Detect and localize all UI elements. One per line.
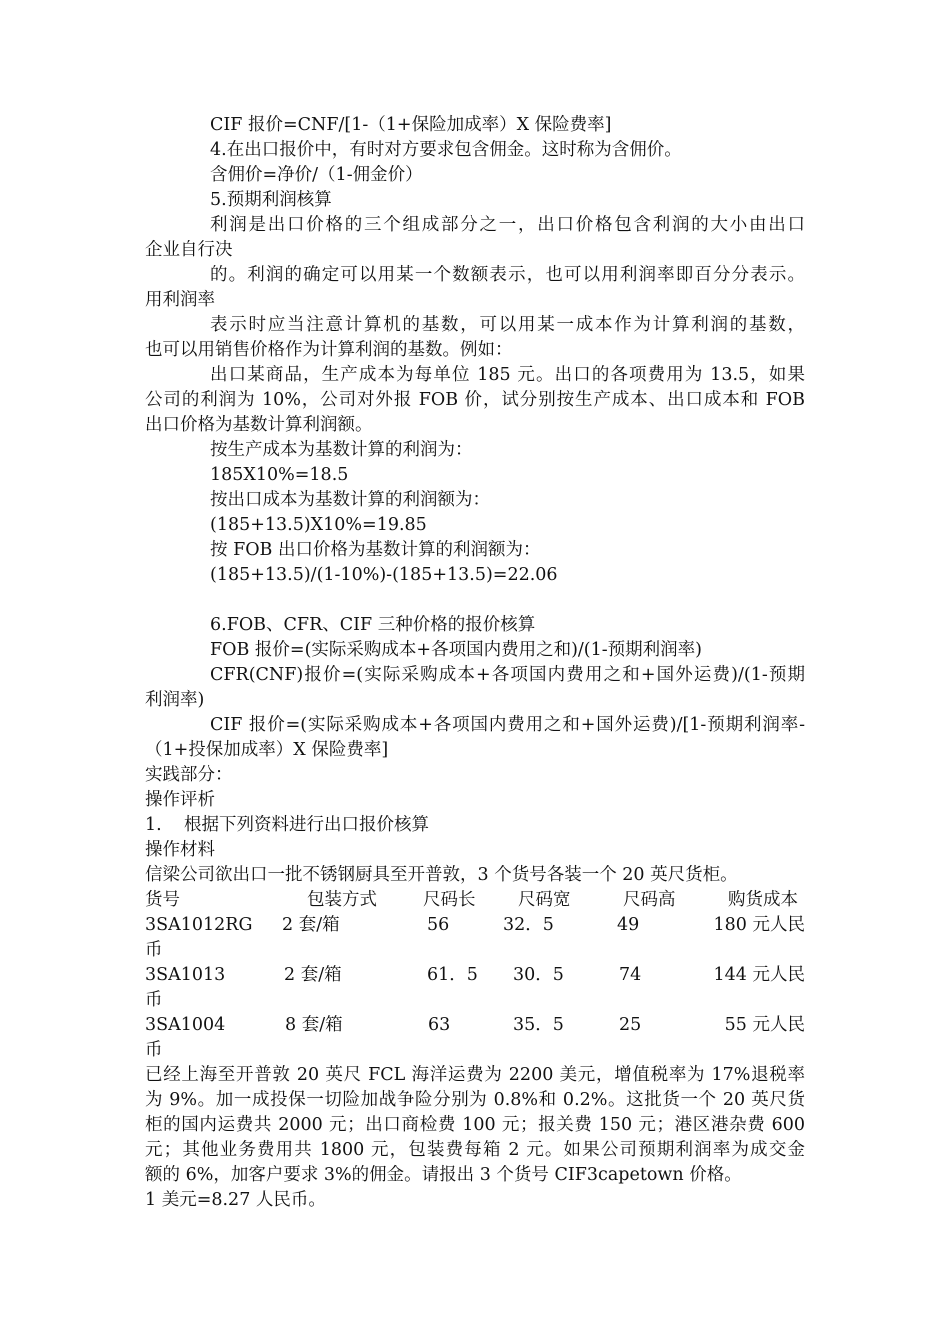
row-length: 61．5 bbox=[427, 965, 478, 985]
row-length: 63 bbox=[428, 1015, 451, 1035]
row-height: 74 bbox=[619, 965, 642, 985]
materials-intro: 信梁公司欲出口一批不锈钢厨具至开普敦，3 个货号各装一个 20 英尺货柜。 bbox=[145, 865, 738, 885]
profit-paragraph-3-line-1: 表示时应当注意计算机的基数，可以用某一成本作为计算利润的基数， bbox=[210, 315, 805, 335]
task-heading: 1. 根据下列资料进行出口报价核算 bbox=[145, 815, 429, 835]
table-header-width: 尺码宽 bbox=[518, 890, 571, 910]
profit-paragraph-3-line-2: 也可以用销售价格作为计算利润的基数。例如： bbox=[145, 340, 513, 360]
row-width: 35．5 bbox=[513, 1015, 564, 1035]
commission-formula: 含佣价=净价/（1-佣金价） bbox=[210, 165, 423, 185]
row-cost: 144 元人民 bbox=[713, 965, 805, 985]
section6-title: 6.FOB、CFR、CIF 三种价格的报价核算 bbox=[210, 615, 536, 635]
calc3-label: 按 FOB 出口价格为基数计算的利润额为： bbox=[210, 540, 541, 560]
table-header-cost: 购货成本 bbox=[728, 890, 798, 910]
item4-title: 4.在出口报价中，有时对方要求包含佣金。这时称为含佣价。 bbox=[210, 140, 682, 160]
closing-line-4: 元；其他业务费用共 1800 元，包装费每箱 2 元。如果公司预期利润率为成交金 bbox=[145, 1140, 805, 1160]
closing-line-6: 1 美元=8.27 人民币。 bbox=[145, 1190, 326, 1210]
row-length: 56 bbox=[427, 915, 450, 935]
calc1-label: 按生产成本为基数计算的利润为： bbox=[210, 440, 473, 460]
example-line-1: 出口某商品，生产成本为每单位 185 元。出口的各项费用为 13.5，如果 bbox=[210, 365, 805, 385]
row-cost: 180 元人民 bbox=[713, 915, 805, 935]
cfr-formula-line-2: 利润率) bbox=[145, 690, 205, 710]
table-header-code: 货号 bbox=[145, 890, 180, 910]
materials-heading: 操作材料 bbox=[145, 840, 215, 860]
profit-paragraph-1-line-2: 企业自行决 bbox=[145, 240, 233, 260]
profit-paragraph-2-line-1: 的。利润的确定可以用某一个数额表示，也可以用利润率即百分分表示。 bbox=[210, 265, 805, 285]
row-cost-wrap: 币 bbox=[145, 1040, 163, 1060]
analysis-heading: 操作评析 bbox=[145, 790, 215, 810]
row-cost: 55 元人民 bbox=[724, 1015, 805, 1035]
fob-formula: FOB 报价=(实际采购成本+各项国内费用之和)/(1-预期利润率) bbox=[210, 640, 702, 660]
calc2-label: 按出口成本为基数计算的利润额为： bbox=[210, 490, 490, 510]
row-code: 3SA1004 bbox=[145, 1015, 226, 1035]
row-width: 32．5 bbox=[503, 915, 554, 935]
item5-title: 5.预期利润核算 bbox=[210, 190, 332, 210]
closing-line-5: 额的 6%，加客户要求 3%的佣金。请报出 3 个货号 CIF3capetown 价格。 bbox=[145, 1165, 742, 1185]
calc2-value: (185+13.5)X10%=19.85 bbox=[210, 515, 427, 535]
practice-heading: 实践部分： bbox=[145, 765, 233, 785]
row-code: 3SA1013 bbox=[145, 965, 226, 985]
row-pack: 2 套/箱 bbox=[284, 965, 342, 985]
table-header-pack: 包装方式 bbox=[307, 890, 377, 910]
closing-line-1: 已经上海至开普敦 20 英尺 FCL 海洋运费为 2200 美元，增值税率为 17%退税率 bbox=[145, 1065, 805, 1085]
table-header-length: 尺码长 bbox=[423, 890, 476, 910]
cfr-formula-line-1: CFR(CNF)报价=(实际采购成本+各项国内费用之和+国外运费)/(1-预期 bbox=[210, 665, 805, 685]
row-pack: 8 套/箱 bbox=[285, 1015, 343, 1035]
calc3-value: (185+13.5)/(1-10%)-(185+13.5)=22.06 bbox=[210, 565, 558, 585]
cif-formula-line-1: CIF 报价=(实际采购成本+各项国内费用之和+国外运费)/[1-预期利润率- bbox=[210, 715, 805, 735]
row-pack: 2 套/箱 bbox=[282, 915, 340, 935]
profit-paragraph-1-line-1: 利润是出口价格的三个组成部分之一，出口价格包含利润的大小由出口 bbox=[210, 215, 805, 235]
profit-paragraph-2-line-2: 用利润率 bbox=[145, 290, 215, 310]
example-line-2: 公司的利润为 10%，公司对外报 FOB 价，试分别按生产成本、出口成本和 FOB bbox=[145, 390, 805, 410]
table-header-height: 尺码高 bbox=[623, 890, 676, 910]
example-line-3: 出口价格为基数计算利润额。 bbox=[145, 415, 373, 435]
cif-formula-line-2: （1+投保加成率）X 保险费率] bbox=[145, 740, 389, 760]
row-height: 49 bbox=[617, 915, 640, 935]
closing-line-3: 柜的国内运费共 2000 元；出口商检费 100 元；报关费 150 元；港区港杂费 600 bbox=[145, 1115, 805, 1135]
row-height: 25 bbox=[619, 1015, 642, 1035]
calc1-value: 185X10%=18.5 bbox=[210, 465, 349, 485]
cif-formula-line: CIF 报价=CNF/[1-（1+保险加成率）X 保险费率] bbox=[210, 115, 612, 135]
row-code: 3SA1012RG bbox=[145, 915, 253, 935]
row-cost-wrap: 币 bbox=[145, 990, 163, 1010]
row-cost-wrap: 币 bbox=[145, 940, 163, 960]
closing-line-2: 为 9%。加一成投保一切险加战争险分别为 0.8%和 0.2%。这批货一个 20 英尺货 bbox=[145, 1090, 805, 1110]
row-width: 30．5 bbox=[513, 965, 564, 985]
